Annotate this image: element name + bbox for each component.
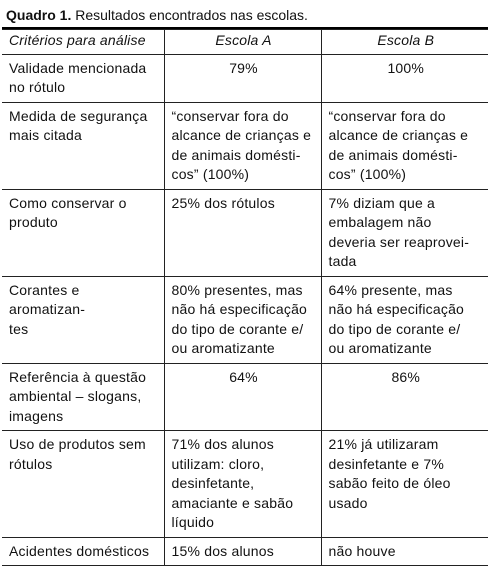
cell-criterio: Como conservar o produto [2,189,164,276]
cell-criterio: Validade mencionada no rótulo [2,54,164,102]
table-row [2,431,488,538]
cell-criterio: Referência à questão ambiental – slogans, imagens [2,363,164,431]
header-row [2,30,488,55]
table-row [2,54,488,102]
cell-escola-b: não houve [321,537,488,566]
cell-escola-a: 64% [164,363,321,431]
cell-criterio: Acidentes domésticos [2,537,164,566]
cell-escola-b: 7% diziam que a embalagem não deveria ser reaprovei- tada [321,189,488,276]
results-table [2,29,488,566]
cell-escola-a: 25% dos rótulos [164,189,321,276]
cell-escola-a: “conservar fora do alcance de crianças e de animais domésti- cos” (100%) [164,102,321,189]
table-row [2,102,488,189]
cell-criterio: Corantes e aromatizan- tes [2,276,164,363]
table-caption [6,6,488,24]
cell-escola-b: 21% já utilizaram desinfetante e 7% sabão feito de óleo usado [321,431,488,538]
table-row [2,363,488,431]
table-row [2,189,488,276]
cell-criterio: Uso de produtos sem rótulos [2,431,164,538]
cell-escola-a: 71% dos alunos utilizam: cloro, desinfetante, amaciante e sabão líquido [164,431,321,538]
cell-escola-a: 79% [164,54,321,102]
cell-escola-a: 15% dos alunos [164,537,321,566]
header-criterios: Critérios para análise [2,30,164,55]
header-escola-b: Escola B [321,30,488,55]
cell-escola-b: “conservar fora do alcance de crianças e de animais domésti- cos” (100%) [321,102,488,189]
header-escola-a: Escola A [164,30,321,55]
cell-escola-b: 86% [321,363,488,431]
table-row [2,276,488,363]
cell-criterio: Medida de segurança mais citada [2,102,164,189]
caption-label: Quadro 1. [6,7,72,23]
caption-text: Resultados encontrados nas escolas. [71,7,308,23]
table-row [2,537,488,566]
cell-escola-b: 100% [321,54,488,102]
cell-escola-a: 80% presentes, mas não há especificação do tipo de corante e/ ou aromatizante [164,276,321,363]
cell-escola-b: 64% presente, mas não há especificação do tipo de corante e/ ou aromatizante [321,276,488,363]
